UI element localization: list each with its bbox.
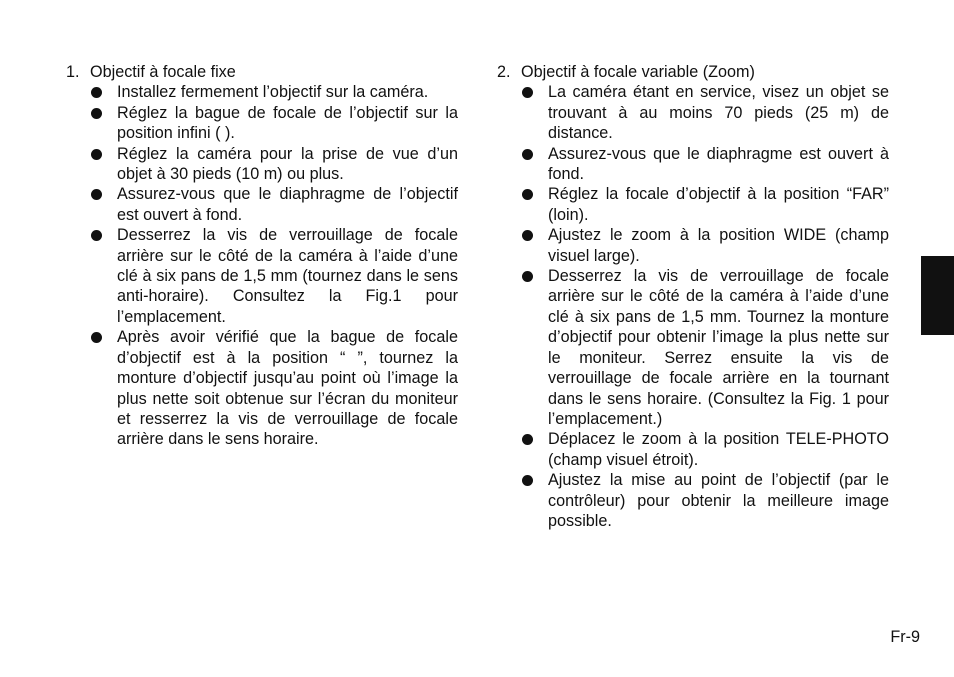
list-item-text: Assurez-vous que le diaphragme est ouvert à fond. [548, 144, 889, 184]
list-item-text: Déplacez le zoom à la position TELE-PHOTO (champ visuel étroit). [548, 430, 889, 469]
instruction-list [66, 82, 458, 449]
section-number: 2. [497, 63, 511, 81]
list-item [497, 429, 889, 470]
list-item-text: Desserrez la vis de verrouillage de focale arrière sur le côté de la caméra à l’aide d’une clé à six pans de 1,5 mm. Tournez la monture d’objectif pour obtenir l’image la plus nette sur le moniteur. Serrez ensuite la vis de verrouillage de focale arrière en la tournant dans le sens horaire. (Consultez la Fig. 1 pour l’emplacement.) [548, 267, 889, 428]
list-item-text: Réglez la caméra pour la prise de vue d’un objet à 30 pieds (10 m) ou plus. [117, 144, 458, 184]
list-item [497, 470, 889, 531]
bullet-icon [91, 189, 102, 200]
section-title: Objectif à focale variable (Zoom) [521, 63, 755, 81]
page-number: Fr-9 [890, 628, 920, 646]
bullet-icon [522, 189, 533, 200]
list-item [66, 144, 458, 185]
list-item-text: Ajustez le zoom à la position WIDE (champ visuel large). [548, 226, 889, 265]
section-heading-fixed-lens [66, 62, 458, 82]
bullet-icon [91, 332, 102, 343]
list-item-text: Ajustez la mise au point de l’objectif (par le contrôleur) pour obtenir la meilleure image possible. [548, 471, 889, 530]
bullet-icon [91, 87, 102, 98]
list-item [497, 266, 889, 429]
list-item [497, 225, 889, 266]
bullet-icon [522, 87, 533, 98]
list-item [497, 184, 889, 225]
bullet-icon [522, 149, 533, 160]
list-item-text: Réglez la bague de focale de l’objectif sur la position infini ( ). [117, 103, 458, 143]
section-heading-zoom-lens [497, 62, 889, 82]
list-item-text: Desserrez la vis de verrouillage de focale arrière sur le côté de la caméra à l’aide d’une clé à six pans de 1,5 mm (tournez dans le sens anti-horaire). Consultez la Fig.1 pour l’emplacement. [117, 226, 458, 326]
right-column [497, 62, 889, 531]
bullet-icon [91, 230, 102, 241]
list-item [66, 225, 458, 327]
bullet-icon [522, 271, 533, 282]
section-title: Objectif à focale fixe [90, 63, 236, 81]
list-item [66, 327, 458, 449]
list-item-text: Réglez la focale d’objectif à la position “FAR” (loin). [548, 185, 889, 224]
left-column [66, 62, 458, 450]
list-item [66, 184, 458, 225]
list-item [66, 82, 458, 102]
bullet-icon [91, 149, 102, 160]
list-item [66, 103, 458, 144]
list-item-text: La caméra étant en service, visez un objet se trouvant à au moins 70 pieds (25 m) de distance. [548, 83, 889, 143]
section-tab-marker [921, 256, 954, 335]
bullet-icon [522, 230, 533, 241]
list-item [497, 144, 889, 185]
list-item-text: Assurez-vous que le diaphragme de l’objectif est ouvert à fond. [117, 185, 458, 224]
bullet-icon [522, 475, 533, 486]
bullet-icon [91, 108, 102, 119]
instruction-list [497, 82, 889, 531]
list-item-text: Installez fermement l’objectif sur la caméra. [117, 83, 429, 102]
section-number: 1. [66, 63, 80, 81]
list-item [497, 82, 889, 143]
bullet-icon [522, 434, 533, 445]
list-item-text: Après avoir vérifié que la bague de focale d’objectif est à la position “ ”, tournez la monture d’objectif jusqu’au point où l’image la plus nette soit obtenue sur l’écran du moniteur et resserrez la vis de verrouillage de focale arrière dans le sens horaire. [117, 328, 458, 449]
